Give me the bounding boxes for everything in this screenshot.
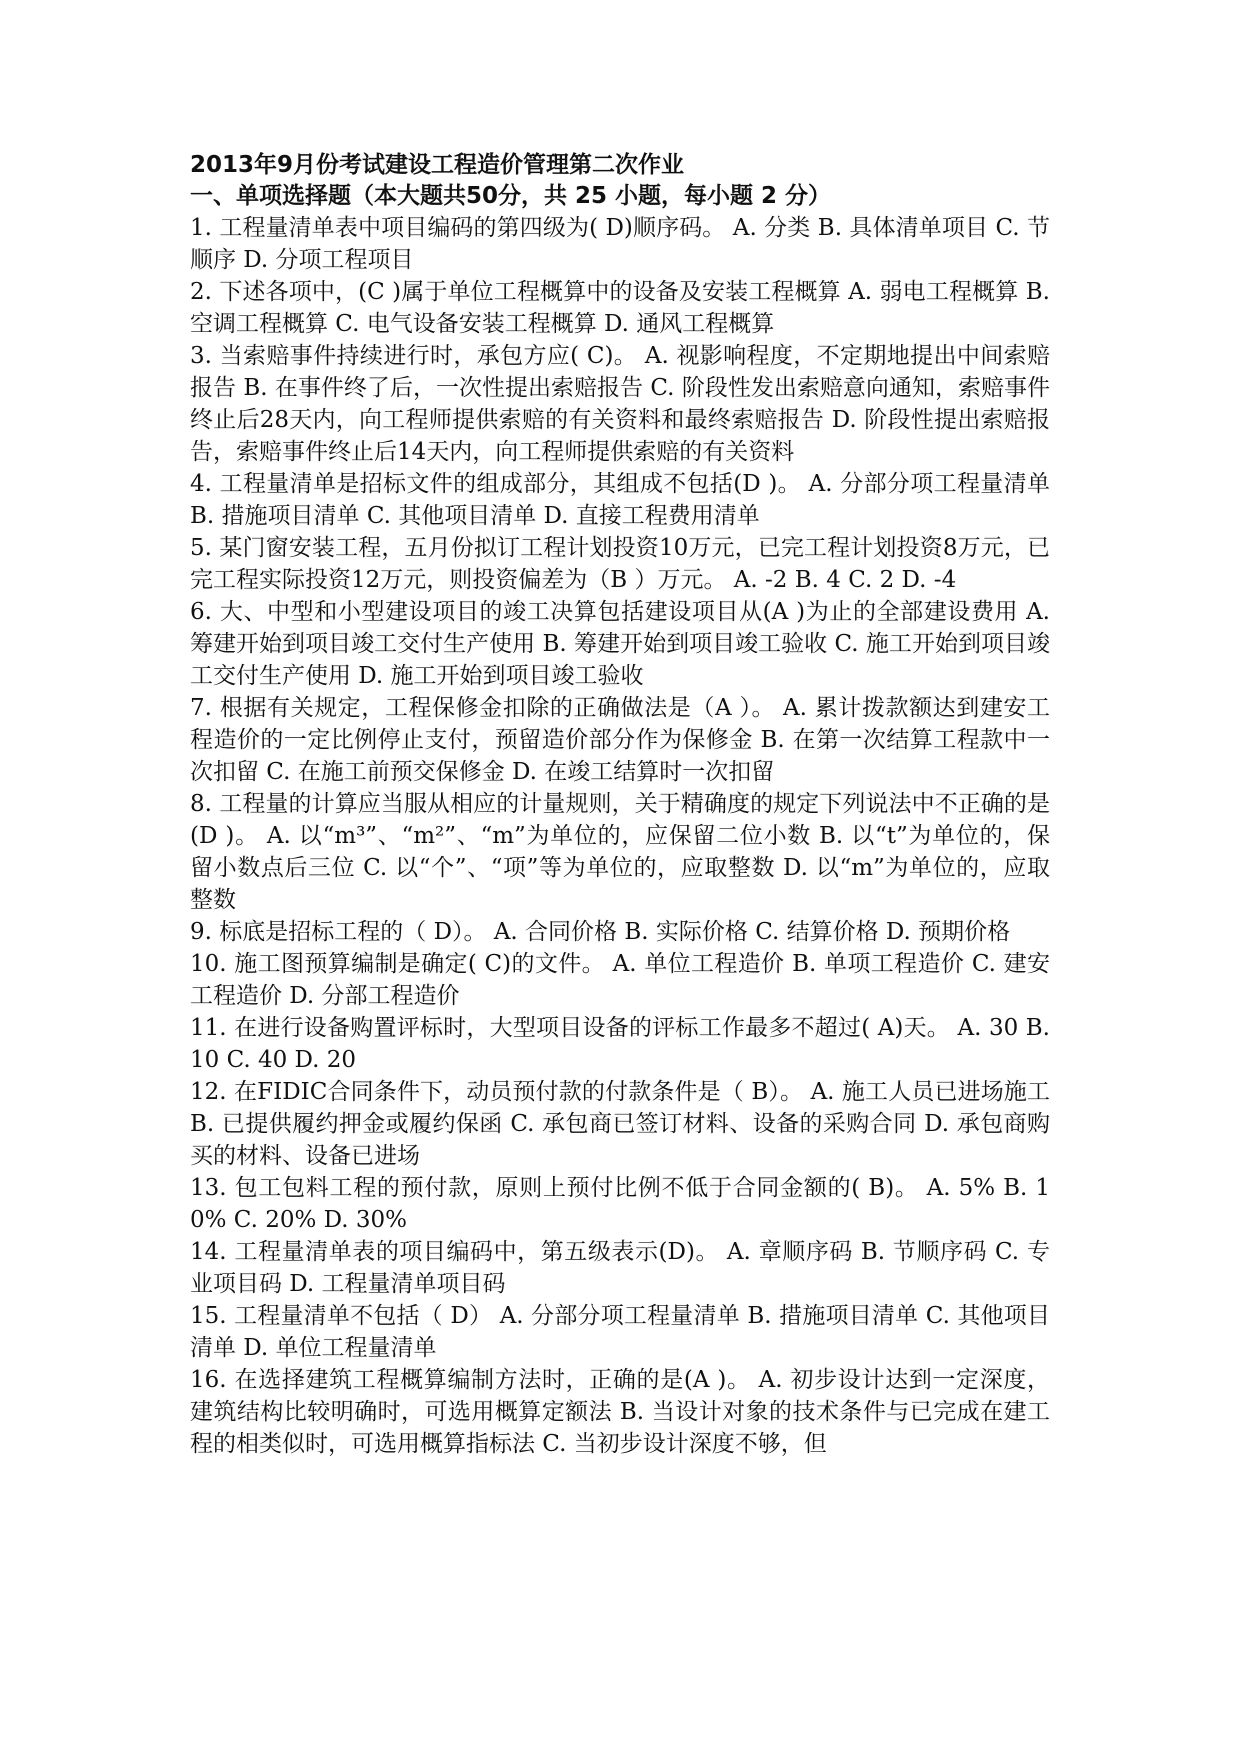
question-8: 8. 工程量的计算应当服从相应的计量规则，关于精确度的规定下列说法中不正确的是(D )。 A. 以“m³”、“m²”、“m”为单位的，应保留二位小数 B. 以“t”为单位的，保留小数点后三位 C. 以“个”、“项”等为单位的，应取整数 D. 以“m”为单位的，应取整数	[190, 791, 1050, 913]
question-12: 12. 在FIDIC合同条件下，动员预付款的付款条件是（ B）。 A. 施工人员已进场施工 B. 已提供履约押金或履约保函 C. 承包商已签订材料、设备的采购合同 D. 承包商购买的材料、设备已进场	[190, 1079, 1050, 1169]
question-list	[190, 212, 1050, 1460]
question-1: 1. 工程量清单表中项目编码的第四级为( D)顺序码。 A. 分类 B. 具体清单项目 C. 节顺序 D. 分项工程项目	[190, 215, 1050, 273]
question-15: 15. 工程量清单不包括（ D） A. 分部分项工程量清单 B. 措施项目清单 C. 其他项目清单 D. 单位工程量清单	[190, 1303, 1050, 1361]
question-4: 4. 工程量清单是招标文件的组成部分，其组成不包括(D )。 A. 分部分项工程量清单 B. 措施项目清单 C. 其他项目清单 D. 直接工程费用清单	[190, 471, 1050, 529]
document-page	[190, 150, 1050, 1460]
question-3: 3. 当索赔事件持续进行时，承包方应( C)。 A. 视影响程度，不定期地提出中间索赔报告 B. 在事件终了后，一次性提出索赔报告 C. 阶段性发出索赔意向通知，索赔事件终止后28天内，向工程师提供索赔的有关资料和最终索赔报告 D. 阶段性提出索赔报告，索赔事件终止后14天内，向工程师提供索赔的有关资料	[190, 343, 1050, 465]
question-10: 10. 施工图预算编制是确定( C)的文件。 A. 单位工程造价 B. 单项工程造价 C. 建安工程造价 D. 分部工程造价	[190, 951, 1050, 1009]
section-heading: 一、单项选择题（本大题共50分，共 25 小题，每小题 2 分）	[190, 183, 832, 209]
question-6: 6. 大、中型和小型建设项目的竣工决算包括建设项目从(A )为止的全部建设费用 A. 筹建开始到项目竣工交付生产使用 B. 筹建开始到项目竣工验收 C. 施工开始到项目竣工交付生产使用 D. 施工开始到项目竣工验收	[190, 599, 1050, 689]
question-7: 7. 根据有关规定，工程保修金扣除的正确做法是（A ）。 A. 累计拨款额达到建安工程造价的一定比例停止支付，预留造价部分作为保修金 B. 在第一次结算工程款中一次扣留 C. 在施工前预交保修金 D. 在竣工结算时一次扣留	[190, 695, 1050, 785]
document-title: 2013年9月份考试建设工程造价管理第二次作业	[190, 152, 685, 178]
question-2: 2. 下述各项中，(C )属于单位工程概算中的设备及安装工程概算 A. 弱电工程概算 B. 空调工程概算 C. 电气设备安装工程概算 D. 通风工程概算	[190, 279, 1050, 337]
question-14: 14. 工程量清单表的项目编码中，第五级表示(D)。 A. 章顺序码 B. 节顺序码 C. 专业项目码 D. 工程量清单项目码	[190, 1239, 1050, 1297]
question-16: 16. 在选择建筑工程概算编制方法时，正确的是(A )。 A. 初步设计达到一定深度，建筑结构比较明确时，可选用概算定额法 B. 当设计对象的技术条件与已完成在建工程的相类似时，可选用概算指标法 C. 当初步设计深度不够，但	[190, 1367, 1050, 1457]
question-11: 11. 在进行设备购置评标时，大型项目设备的评标工作最多不超过( A)天。 A. 30 B. 10 C. 40 D. 20	[190, 1015, 1050, 1073]
question-9: 9. 标底是招标工程的（ D）。 A. 合同价格 B. 实际价格 C. 结算价格 D. 预期价格	[190, 919, 1011, 945]
question-13: 13. 包工包料工程的预付款，原则上预付比例不低于合同金额的( B)。 A. 5% B. 10% C. 20% D. 30%	[190, 1175, 1050, 1233]
question-5: 5. 某门窗安装工程，五月份拟订工程计划投资10万元，已完工程计划投资8万元，已完工程实际投资12万元，则投资偏差为（B ）万元。 A. -2 B. 4 C. 2 D. -4	[190, 535, 1050, 593]
